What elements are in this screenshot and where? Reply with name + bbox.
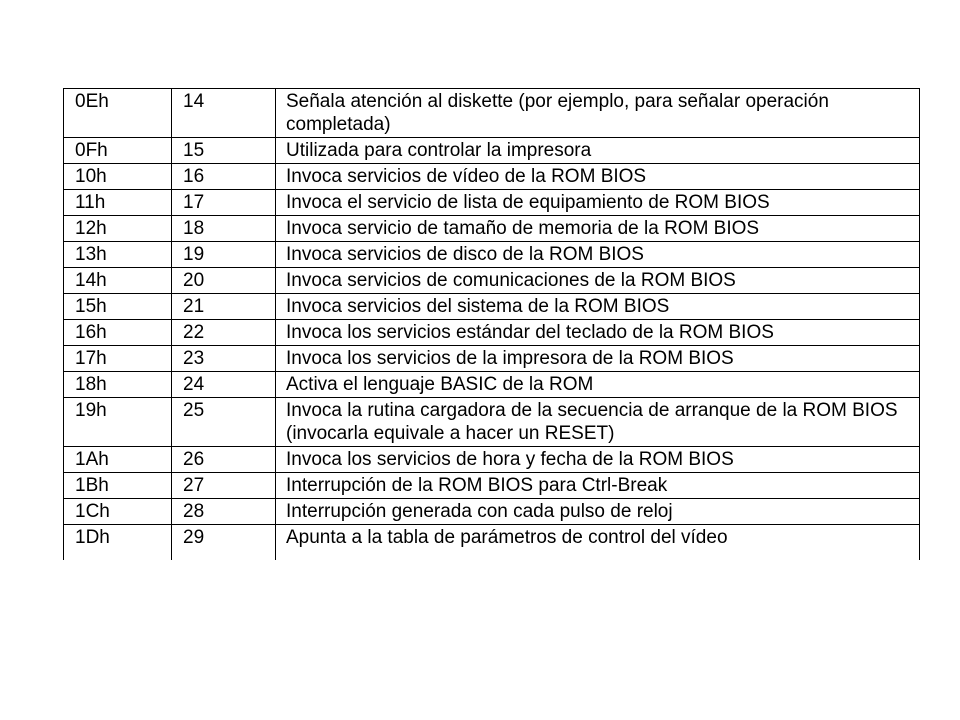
desc-cell: Interrupción generada con cada pulso de reloj xyxy=(276,499,920,525)
desc-cell: Invoca los servicios de la impresora de la ROM BIOS xyxy=(276,346,920,372)
table-row xyxy=(64,320,920,346)
dec-cell: 23 xyxy=(172,346,276,372)
table-row xyxy=(64,216,920,242)
desc-cell: Utilizada para controlar la impresora xyxy=(276,138,920,164)
dec-cell: 21 xyxy=(172,294,276,320)
dec-cell: 16 xyxy=(172,164,276,190)
hex-cell: 16h xyxy=(64,320,172,346)
dec-cell: 26 xyxy=(172,447,276,473)
table-row xyxy=(64,525,920,561)
desc-cell: Apunta a la tabla de parámetros de control del vídeo xyxy=(276,525,920,561)
dec-cell: 29 xyxy=(172,525,276,561)
desc-cell: Invoca servicio de tamaño de memoria de la ROM BIOS xyxy=(276,216,920,242)
hex-cell: 12h xyxy=(64,216,172,242)
dec-cell: 24 xyxy=(172,372,276,398)
desc-cell: Invoca servicios de comunicaciones de la ROM BIOS xyxy=(276,268,920,294)
desc-cell: Señala atención al diskette (por ejemplo, para señalar operación completada) xyxy=(276,89,920,138)
hex-cell: 11h xyxy=(64,190,172,216)
desc-cell: Interrupción de la ROM BIOS para Ctrl-Break xyxy=(276,473,920,499)
dec-cell: 20 xyxy=(172,268,276,294)
dec-cell: 19 xyxy=(172,242,276,268)
table-row xyxy=(64,473,920,499)
table-row xyxy=(64,499,920,525)
desc-cell: Invoca los servicios estándar del teclado de la ROM BIOS xyxy=(276,320,920,346)
dec-cell: 15 xyxy=(172,138,276,164)
interrupt-table-container xyxy=(63,88,919,560)
desc-cell: Activa el lenguaje BASIC de la ROM xyxy=(276,372,920,398)
hex-cell: 0Fh xyxy=(64,138,172,164)
hex-cell: 14h xyxy=(64,268,172,294)
table-row xyxy=(64,447,920,473)
table-row xyxy=(64,294,920,320)
hex-cell: 15h xyxy=(64,294,172,320)
desc-cell: Invoca servicios del sistema de la ROM BIOS xyxy=(276,294,920,320)
dec-cell: 27 xyxy=(172,473,276,499)
hex-cell: 1Ch xyxy=(64,499,172,525)
hex-cell: 13h xyxy=(64,242,172,268)
table-row xyxy=(64,164,920,190)
hex-cell: 1Bh xyxy=(64,473,172,499)
hex-cell: 17h xyxy=(64,346,172,372)
desc-cell: Invoca servicios de vídeo de la ROM BIOS xyxy=(276,164,920,190)
dec-cell: 28 xyxy=(172,499,276,525)
hex-cell: 0Eh xyxy=(64,89,172,138)
hex-cell: 10h xyxy=(64,164,172,190)
desc-cell: Invoca el servicio de lista de equipamiento de ROM BIOS xyxy=(276,190,920,216)
dec-cell: 17 xyxy=(172,190,276,216)
hex-cell: 19h xyxy=(64,398,172,447)
table-row xyxy=(64,242,920,268)
table-row xyxy=(64,268,920,294)
hex-cell: 18h xyxy=(64,372,172,398)
table-row xyxy=(64,398,920,447)
desc-cell: Invoca la rutina cargadora de la secuencia de arranque de la ROM BIOS (invocarla equivale a hacer un RESET) xyxy=(276,398,920,447)
table-row xyxy=(64,138,920,164)
hex-cell: 1Ah xyxy=(64,447,172,473)
table-row xyxy=(64,346,920,372)
table-row xyxy=(64,372,920,398)
dec-cell: 18 xyxy=(172,216,276,242)
dec-cell: 25 xyxy=(172,398,276,447)
dec-cell: 14 xyxy=(172,89,276,138)
desc-cell: Invoca servicios de disco de la ROM BIOS xyxy=(276,242,920,268)
table-row xyxy=(64,89,920,138)
table-row xyxy=(64,190,920,216)
dec-cell: 22 xyxy=(172,320,276,346)
interrupt-table xyxy=(63,88,920,560)
hex-cell: 1Dh xyxy=(64,525,172,561)
desc-cell: Invoca los servicios de hora y fecha de la ROM BIOS xyxy=(276,447,920,473)
